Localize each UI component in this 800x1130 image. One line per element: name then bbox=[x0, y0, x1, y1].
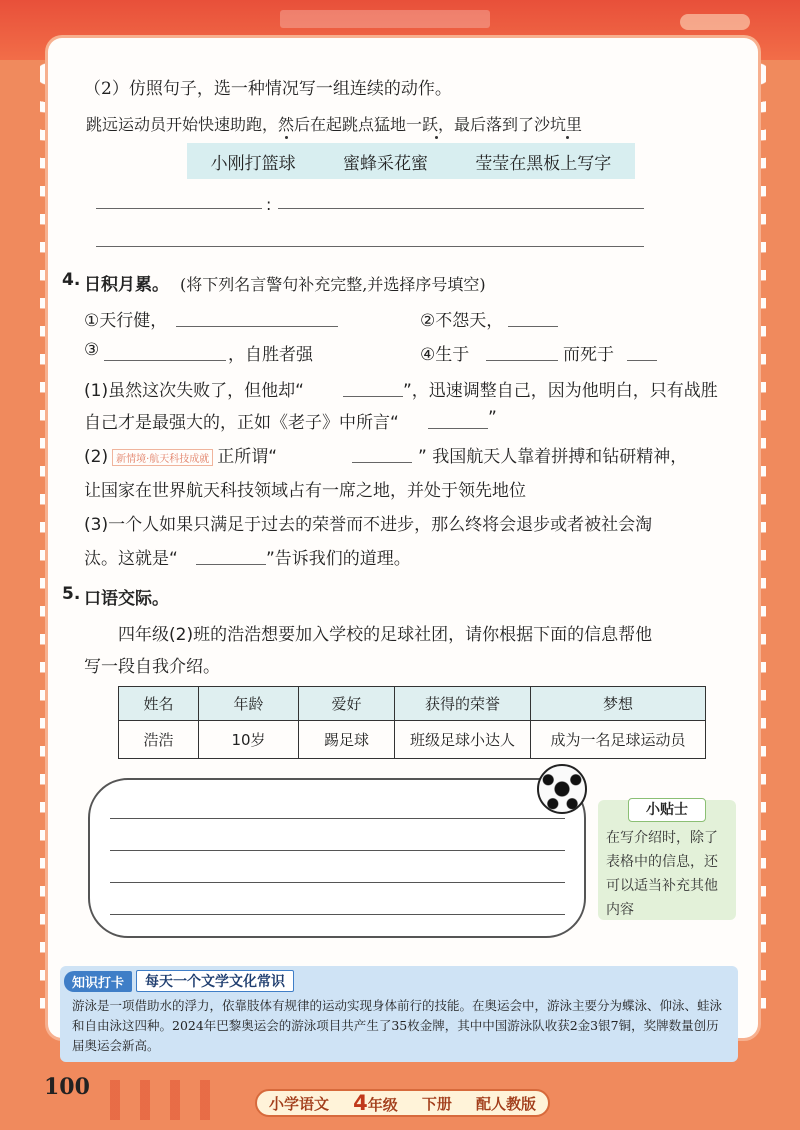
emphasis-dot bbox=[566, 136, 569, 139]
table-cell: 10岁 bbox=[199, 721, 299, 759]
blank-s1[interactable] bbox=[343, 396, 403, 397]
grade-number: 4 bbox=[353, 1091, 368, 1115]
context-tag: 新情境·航天科技成就 bbox=[112, 449, 213, 466]
answer-line-topic[interactable] bbox=[96, 208, 262, 209]
blank-item3[interactable] bbox=[104, 360, 226, 361]
q5-prompt-line1: 四年级(2)班的浩浩想要加入学校的足球社团，请你根据下面的信息帮他 bbox=[118, 625, 653, 645]
q3-choice-box bbox=[187, 143, 635, 179]
tip-box bbox=[598, 800, 736, 920]
q4-s2-textb: ” 我国航天人靠着拼搏和钻研精神， bbox=[418, 447, 688, 467]
q4-s3-line2b: ”告诉我们的道理。 bbox=[266, 549, 411, 569]
q4-instruction: (将下列名言警句补充完整,并选择序号填空) bbox=[180, 275, 486, 294]
q4-number: 4. bbox=[62, 270, 81, 290]
q5-prompt-line2: 写一段自我介绍。 bbox=[84, 657, 220, 677]
q4-item2: ②不怨天， bbox=[420, 311, 504, 331]
q5-number: 5. bbox=[62, 584, 81, 604]
soccer-ball-icon bbox=[537, 764, 587, 814]
q4-s1-line1a: (1)虽然这次失败了，但他却“ bbox=[84, 381, 304, 401]
knowledge-card bbox=[60, 966, 738, 1062]
q4-item3-text: ，自胜者强 bbox=[228, 345, 313, 365]
col-header: 姓名 bbox=[119, 687, 199, 721]
q4-s2-text: 正所谓“ bbox=[217, 447, 278, 467]
edition-label: 配人教版 bbox=[475, 1094, 536, 1113]
blank-item4a[interactable] bbox=[486, 360, 558, 361]
blank-s2[interactable] bbox=[352, 462, 412, 463]
q4-s2-prefix: (2) bbox=[84, 447, 109, 467]
writing-line[interactable] bbox=[110, 818, 565, 819]
grade-suffix: 年级 bbox=[367, 1096, 398, 1114]
grade-label bbox=[353, 1091, 398, 1115]
q4-s2-line2: 让国家在世界航天科技领域占有一席之地，并处于领先地位 bbox=[84, 481, 526, 501]
knowledge-subtitle: 每天一个文学文化常识 bbox=[136, 970, 294, 992]
footer-decoration bbox=[110, 1080, 230, 1120]
q4-item4-label: ④生于 bbox=[420, 345, 470, 365]
blank-s3[interactable] bbox=[196, 564, 266, 565]
table-cell: 踢足球 bbox=[299, 721, 395, 759]
tip-body: 在写介绍时，除了表格中的信息，还可以适当补充其他内容 bbox=[606, 830, 718, 918]
q4-item1: ①天行健， bbox=[84, 311, 168, 331]
q4-item4-text: 而死于 bbox=[563, 345, 614, 365]
q4-s3-line1: (3)一个人如果只满足于过去的荣誉而不进步，那么终将会退步或者被社会淘 bbox=[84, 515, 653, 535]
writing-line[interactable] bbox=[110, 850, 565, 851]
col-header: 年龄 bbox=[199, 687, 299, 721]
emphasis-dot bbox=[285, 136, 288, 139]
answer-line[interactable] bbox=[96, 246, 644, 247]
table-cell: 浩浩 bbox=[119, 721, 199, 759]
q4-s1-line2a: 自己才是最强大的，正如《老子》中所言“ bbox=[84, 413, 399, 433]
col-header: 梦想 bbox=[531, 687, 706, 721]
page-number: 100 bbox=[44, 1074, 90, 1100]
table-cell: 班级足球小达人 bbox=[395, 721, 531, 759]
choice-basketball: 小刚打篮球 bbox=[210, 153, 296, 174]
col-header: 获得的荣誉 bbox=[395, 687, 531, 721]
emphasis-dot bbox=[435, 136, 438, 139]
q4-title: 日积月累。 bbox=[84, 275, 169, 295]
info-table bbox=[118, 686, 706, 759]
q4-s1-line2b: ” bbox=[488, 408, 497, 428]
header-title-mark bbox=[280, 10, 490, 28]
blank-item1[interactable] bbox=[176, 326, 338, 327]
knowledge-header bbox=[64, 970, 294, 992]
knowledge-badge: 知识打卡 bbox=[64, 971, 132, 992]
writing-line[interactable] bbox=[110, 882, 565, 883]
tip-title: 小贴士 bbox=[628, 798, 706, 822]
table-header-row bbox=[119, 687, 706, 721]
colon: : bbox=[266, 195, 272, 214]
knowledge-body: 游泳是一项借助水的浮力，依靠肢体有规律的运动实现身体前行的技能。在奥运会中，游泳主要分为蝶泳、仰泳、蛙泳和自由泳这四种。2024年巴黎奥运会的游泳项目共产生了35枚金牌，其中中国游泳队收获2金3银7铜，奖牌数量创历届奥运会新高。 bbox=[72, 998, 723, 1053]
writing-line[interactable] bbox=[110, 914, 565, 915]
q4-s3-line2a: 汰。这就是“ bbox=[84, 549, 178, 569]
header-decoration bbox=[680, 14, 750, 30]
answer-line[interactable] bbox=[278, 208, 644, 209]
q5-title: 口语交际。 bbox=[84, 589, 169, 609]
choice-bee: 蜜蜂采花蜜 bbox=[342, 153, 428, 174]
table-row bbox=[119, 721, 706, 759]
q4-s1-line1b: ”，迅速调整自己，因为他明白，只有战胜 bbox=[403, 381, 718, 401]
blank-item2[interactable] bbox=[508, 326, 558, 327]
q3-example-sentence: 跳远运动员开始快速助跑，然后在起跳点猛地一跃，最后落到了沙坑里 bbox=[86, 115, 583, 134]
q4-item3-label: ③ bbox=[84, 340, 100, 360]
q4-s2 bbox=[84, 442, 277, 467]
blank-s1b[interactable] bbox=[428, 428, 488, 429]
blank-item4b[interactable] bbox=[627, 360, 657, 361]
volume-label: 下册 bbox=[421, 1094, 452, 1113]
choice-blackboard: 莹莹在黑板上写字 bbox=[475, 153, 612, 174]
col-header: 爱好 bbox=[299, 687, 395, 721]
writing-cloud-box bbox=[88, 778, 586, 938]
table-cell: 成为一名足球运动员 bbox=[531, 721, 706, 759]
q3-part2-instruction: （2）仿照句子，选一种情况写一组连续的动作。 bbox=[84, 79, 452, 99]
book-info-pill bbox=[255, 1089, 550, 1117]
subject-label: 小学语文 bbox=[269, 1094, 330, 1113]
